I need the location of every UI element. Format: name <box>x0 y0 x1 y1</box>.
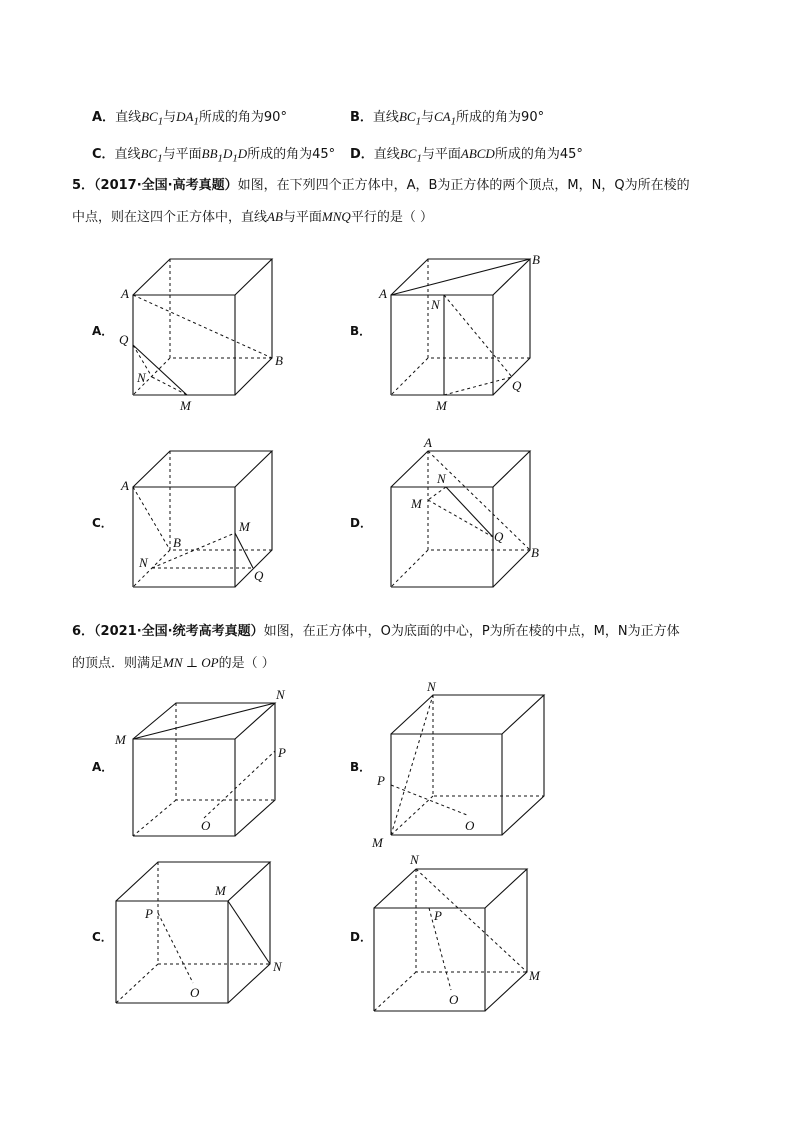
point-label-o: O <box>190 985 200 1000</box>
segment: BC <box>398 109 416 124</box>
point-label-q: Q <box>512 378 522 393</box>
question-text: 如图，在下列四个正方体中，A，B为正方体的两个顶点，M，N，Q为所在棱的 <box>237 178 690 193</box>
option-letter: D． <box>350 147 374 162</box>
point-label-p: P <box>145 906 153 921</box>
point-label-q: Q <box>119 332 129 347</box>
point-label-a: A <box>379 286 387 301</box>
point-label-o: O <box>449 992 459 1007</box>
option-letter: C． <box>92 147 115 162</box>
subscript: 1 <box>217 152 223 165</box>
subscript: 1 <box>157 152 163 165</box>
point-label-n: N <box>139 555 148 570</box>
point-label-n: N <box>137 370 146 385</box>
plane: MNQ <box>321 209 351 224</box>
point-label-m: M <box>215 883 226 898</box>
point-label-b: B <box>532 252 540 267</box>
option-text: 与 <box>163 110 177 125</box>
option-letter: A． <box>92 110 116 125</box>
question-source: （2017·全国·高考真题） <box>94 178 238 193</box>
subscript: 1 <box>232 152 238 165</box>
point-label-a: A <box>424 435 432 450</box>
point-label-b: B <box>173 535 181 550</box>
q5-figure-d-label[interactable]: D． <box>350 516 372 530</box>
plane: ABCD <box>460 146 495 161</box>
segment: CA <box>434 109 451 124</box>
point-label-n: N <box>431 297 440 312</box>
question-text: 如图，在正方体中，O为底面的中心，P为所在棱的中点，M，N为正方体 <box>263 624 680 639</box>
q5-figure-b-label[interactable]: B． <box>350 324 372 338</box>
subscript: 1 <box>157 115 164 128</box>
option-text: 所成的角为45° <box>247 147 336 162</box>
segment: BC <box>140 146 158 161</box>
question-text: 的顶点．则满足 <box>72 656 164 671</box>
q6-figure-b-label[interactable]: B． <box>350 760 372 774</box>
option-text: 所成的角为45° <box>494 147 583 162</box>
q5-figure-a-label[interactable]: A． <box>92 324 114 338</box>
point-label-n: N <box>437 471 446 486</box>
subscript: 1 <box>450 115 457 128</box>
point-label-b: B <box>531 545 539 560</box>
option-text: 直线 <box>115 110 142 125</box>
segment: DA <box>176 109 194 124</box>
point-label-o: O <box>465 818 475 833</box>
subscript: 1 <box>416 152 422 165</box>
point-label-m: M <box>180 398 191 413</box>
subscript: 1 <box>193 115 199 128</box>
point-label-n: N <box>273 959 282 974</box>
option-text: 直线 <box>373 147 400 162</box>
point-label-m: M <box>436 398 447 413</box>
question-text: 平行的是（ ） <box>350 210 433 225</box>
point-label-m: M <box>372 835 383 850</box>
point-label-p: P <box>278 745 286 760</box>
point-label-n: N <box>410 852 419 867</box>
point-label-p: P <box>434 908 442 923</box>
q6-figure-a-label[interactable]: A． <box>92 760 114 774</box>
option-text: 直线 <box>372 110 399 125</box>
point-label-m: M <box>115 732 126 747</box>
point-label-o: O <box>201 818 211 833</box>
option-text: 直线 <box>114 147 141 162</box>
subscript: 1 <box>415 115 421 128</box>
q6-figure-c-label[interactable]: C． <box>92 930 113 944</box>
plane: D <box>222 146 233 161</box>
question-text: 中点，则在这四个正方体中，直线 <box>72 210 268 225</box>
question-number: 6． <box>72 624 95 639</box>
plane: D <box>237 146 248 161</box>
segment: BC <box>399 146 417 161</box>
point-label-q: Q <box>494 529 504 544</box>
question-text: 的是（ ） <box>218 656 275 671</box>
option-letter: B． <box>350 110 373 125</box>
point-label-n: N <box>276 687 285 702</box>
segment: BC <box>141 109 158 124</box>
option-text: 与平面 <box>421 147 461 162</box>
q5-figure-c-label[interactable]: C． <box>92 516 113 530</box>
option-text: 所成的角为90° <box>456 110 545 125</box>
point-label-m: M <box>411 496 422 511</box>
question-number: 5． <box>72 178 95 193</box>
q6-figure-d-label[interactable]: D． <box>350 930 372 944</box>
point-label-p: P <box>377 773 385 788</box>
point-label-m: M <box>239 519 250 534</box>
point-label-q: Q <box>254 568 264 583</box>
question-text: 与平面 <box>282 210 322 225</box>
point-label-b: B <box>275 353 283 368</box>
condition: MN ⊥ OP <box>163 655 219 670</box>
option-text: 所成的角为90° <box>198 110 287 125</box>
option-text: 与 <box>420 110 434 125</box>
plane: BB <box>201 146 218 161</box>
option-text: 与平面 <box>162 147 202 162</box>
point-label-m: M <box>529 968 540 983</box>
segment: AB <box>267 209 283 224</box>
point-label-a: A <box>121 286 129 301</box>
point-label-a: A <box>121 478 129 493</box>
question-source: （2021·全国·统考高考真题） <box>94 624 264 639</box>
point-label-n: N <box>427 679 436 694</box>
